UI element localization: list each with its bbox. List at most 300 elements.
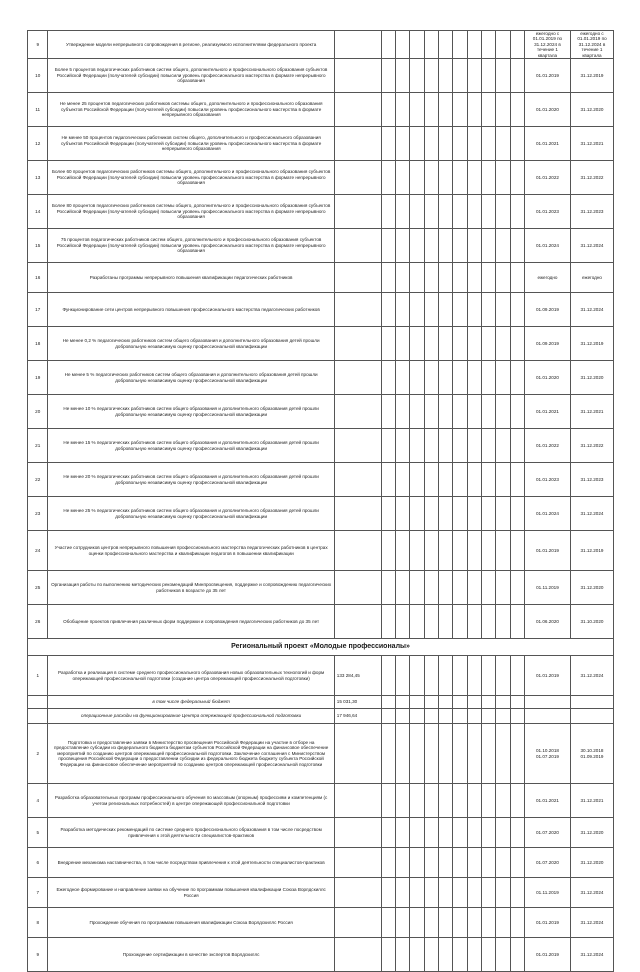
empty-cell	[439, 59, 453, 93]
row-amount	[334, 229, 381, 263]
row-number: 9	[28, 938, 48, 972]
empty-cell	[453, 696, 467, 709]
row-end-date: 31.12.2022	[570, 429, 613, 463]
empty-cell	[467, 818, 481, 848]
row-number: 21	[28, 429, 48, 463]
empty-cell	[381, 908, 395, 938]
row-start-date: 01.01.2021	[524, 784, 570, 818]
row-description: Не менее 50 процентов педагогических работников систем общего, дополнительного и профессионального образования субъектов Российской Федерации (получателей субсидии) повысили уровень профессионального мастерства в формате непрерывного образования	[48, 127, 334, 161]
row-number: 18	[28, 327, 48, 361]
section-row	[28, 639, 614, 656]
empty-cell	[439, 724, 453, 784]
row-start-date: 01.01.2022	[524, 429, 570, 463]
row-number: 17	[28, 293, 48, 327]
empty-cell	[467, 724, 481, 784]
empty-cell	[381, 361, 395, 395]
row-number: 24	[28, 531, 48, 571]
empty-cell	[510, 497, 524, 531]
row-description: в том числе федеральный бюджет	[48, 696, 334, 709]
empty-cell	[396, 656, 410, 696]
empty-cell	[510, 361, 524, 395]
empty-cell	[453, 656, 467, 696]
empty-cell	[396, 59, 410, 93]
empty-cell	[482, 127, 496, 161]
row-amount	[334, 93, 381, 127]
row-amount	[334, 361, 381, 395]
empty-cell	[496, 571, 510, 605]
row-number: 25	[28, 571, 48, 605]
empty-cell	[424, 263, 438, 293]
empty-cell	[482, 605, 496, 639]
empty-cell	[510, 724, 524, 784]
empty-cell	[510, 656, 524, 696]
row-number: 8	[28, 908, 48, 938]
row-start-date: 01.01.2024	[524, 229, 570, 263]
empty-cell	[424, 696, 438, 709]
empty-cell	[410, 696, 424, 709]
empty-cell	[396, 531, 410, 571]
empty-cell	[439, 327, 453, 361]
empty-cell	[410, 605, 424, 639]
row-description: Разработка образовательных программ профессионального обучения по массовым (опорным) профессиям и компетенциям (с учетом региональных потребностей) в центре опережающей профессиональной подготовки	[48, 784, 334, 818]
row-description: операционные расходы на функционирование Центра опережающей профессиональной подготовки	[48, 709, 334, 724]
empty-cell	[381, 229, 395, 263]
empty-cell	[396, 605, 410, 639]
empty-cell	[439, 263, 453, 293]
empty-cell	[482, 656, 496, 696]
empty-cell	[453, 127, 467, 161]
empty-cell	[424, 848, 438, 878]
row-start-date: 01.07.2020	[524, 818, 570, 848]
row-amount	[334, 724, 381, 784]
empty-cell	[424, 908, 438, 938]
empty-cell	[467, 127, 481, 161]
empty-cell	[510, 463, 524, 497]
empty-cell	[453, 229, 467, 263]
row-end-date: 31.12.2024	[570, 229, 613, 263]
row-amount	[334, 605, 381, 639]
row-start-date: 01.01.2019	[524, 938, 570, 972]
empty-cell	[410, 571, 424, 605]
row-description: 75 процентов педагогических работников систем общего, дополнительного и профессионального образования субъектов Российской Федерации (получателей субсидии) повысили уровень профессионального мастерства в формате непрерывного образования	[48, 229, 334, 263]
row-start-date: 01.11.2019	[524, 571, 570, 605]
empty-cell	[381, 395, 395, 429]
row-number: 22	[28, 463, 48, 497]
empty-cell	[381, 93, 395, 127]
row-number: 16	[28, 263, 48, 293]
row-number: 6	[28, 848, 48, 878]
empty-cell	[453, 571, 467, 605]
row-amount	[334, 127, 381, 161]
empty-cell	[424, 605, 438, 639]
empty-cell	[496, 908, 510, 938]
empty-cell	[496, 848, 510, 878]
row-end-date: 31.12.2024	[570, 878, 613, 908]
empty-cell	[439, 31, 453, 59]
empty-cell	[510, 31, 524, 59]
empty-cell	[424, 361, 438, 395]
empty-cell	[396, 395, 410, 429]
empty-cell	[410, 818, 424, 848]
empty-cell	[510, 127, 524, 161]
empty-cell	[510, 161, 524, 195]
table-row	[28, 293, 614, 327]
empty-cell	[439, 93, 453, 127]
empty-cell	[381, 31, 395, 59]
empty-cell	[510, 195, 524, 229]
empty-cell	[381, 724, 395, 784]
empty-cell	[482, 848, 496, 878]
row-start-date: 01.01.2023	[524, 195, 570, 229]
empty-cell	[467, 93, 481, 127]
empty-cell	[510, 395, 524, 429]
row-amount	[334, 784, 381, 818]
empty-cell	[439, 293, 453, 327]
table-row	[28, 361, 614, 395]
empty-cell	[410, 361, 424, 395]
row-end-date: 31.12.2019	[570, 59, 613, 93]
empty-cell	[453, 31, 467, 59]
empty-cell	[482, 724, 496, 784]
empty-cell	[482, 327, 496, 361]
row-start-date: 01.01.2019	[524, 656, 570, 696]
empty-cell	[424, 59, 438, 93]
table-row	[28, 938, 614, 972]
row-start-date: 01.09.2019	[524, 327, 570, 361]
empty-cell	[381, 263, 395, 293]
empty-cell	[439, 195, 453, 229]
empty-cell	[467, 848, 481, 878]
row-number: 10	[28, 59, 48, 93]
empty-cell	[467, 293, 481, 327]
empty-cell	[510, 818, 524, 848]
table-row	[28, 395, 614, 429]
empty-cell	[482, 878, 496, 908]
empty-cell	[453, 818, 467, 848]
row-number: 13	[28, 161, 48, 195]
empty-cell	[410, 263, 424, 293]
row-end-date: 31.12.2021	[570, 127, 613, 161]
empty-cell	[439, 696, 453, 709]
empty-cell	[396, 696, 410, 709]
row-amount	[334, 571, 381, 605]
row-end-date: ежегодно	[570, 263, 613, 293]
empty-cell	[467, 908, 481, 938]
empty-cell	[424, 161, 438, 195]
empty-cell	[496, 878, 510, 908]
row-amount	[334, 908, 381, 938]
row-description: Внедрение механизма наставничества, в том числе посредством привлечения к этой деятельности специалистов-практиков	[48, 848, 334, 878]
empty-cell	[410, 878, 424, 908]
empty-cell	[424, 195, 438, 229]
empty-cell	[467, 327, 481, 361]
empty-cell	[439, 161, 453, 195]
empty-cell	[453, 908, 467, 938]
table-body-upper	[28, 31, 614, 639]
table-row	[28, 878, 614, 908]
empty-cell	[381, 127, 395, 161]
row-number: 9	[28, 31, 48, 59]
row-number: 19	[28, 361, 48, 395]
row-number: 2	[28, 724, 48, 784]
empty-cell	[453, 195, 467, 229]
empty-cell	[424, 531, 438, 571]
row-amount	[334, 293, 381, 327]
row-description: Не менее 0,2 % педагогических работников систем общего образования и дополнительного образования детей прошли добровольную независимую оценку профессиональной квалификации	[48, 327, 334, 361]
empty-cell	[410, 463, 424, 497]
empty-cell	[482, 361, 496, 395]
empty-cell	[396, 161, 410, 195]
row-description: Утверждение модели непрерывного сопровождения в регионе, реализуемого исполнителями федерального проекта	[48, 31, 334, 59]
row-description: Функционирование сети центров непрерывного повышения профессионального мастерства педагогических работников	[48, 293, 334, 327]
row-end-date: 31.12.2022	[570, 161, 613, 195]
empty-cell	[424, 293, 438, 327]
table-row	[28, 93, 614, 127]
plan-table	[27, 30, 614, 972]
empty-cell	[510, 327, 524, 361]
row-description: Разработаны программы непрерывного повышения квалификации педагогических работников	[48, 263, 334, 293]
empty-cell	[381, 497, 395, 531]
row-end-date: 31.12.2020	[570, 361, 613, 395]
row-number: 7	[28, 878, 48, 908]
table-row	[28, 818, 614, 848]
row-end-date: 31.12.2024	[570, 293, 613, 327]
empty-cell	[482, 293, 496, 327]
row-number	[28, 696, 48, 709]
empty-cell	[410, 161, 424, 195]
empty-cell	[467, 878, 481, 908]
empty-cell	[396, 429, 410, 463]
empty-cell	[381, 429, 395, 463]
row-number: 20	[28, 395, 48, 429]
empty-cell	[424, 656, 438, 696]
empty-cell	[410, 395, 424, 429]
empty-cell	[396, 878, 410, 908]
empty-cell	[439, 848, 453, 878]
row-amount	[334, 327, 381, 361]
empty-cell	[496, 429, 510, 463]
empty-cell	[467, 656, 481, 696]
empty-cell	[424, 724, 438, 784]
table-row	[28, 59, 614, 93]
row-end-date: 31.12.2021	[570, 395, 613, 429]
row-start-date: 01.01.2019	[524, 531, 570, 571]
row-end-date: 31.12.2020	[570, 818, 613, 848]
empty-cell	[496, 531, 510, 571]
empty-cell	[482, 463, 496, 497]
empty-cell	[467, 497, 481, 531]
empty-cell	[424, 229, 438, 263]
empty-cell	[467, 195, 481, 229]
empty-cell	[410, 327, 424, 361]
row-amount	[334, 848, 381, 878]
empty-cell	[396, 848, 410, 878]
empty-cell	[424, 395, 438, 429]
row-start-date	[524, 709, 570, 724]
row-number: 12	[28, 127, 48, 161]
table-row	[28, 696, 614, 709]
empty-cell	[482, 195, 496, 229]
empty-cell	[396, 818, 410, 848]
row-description: Не менее 25 % педагогических работников систем общего образования и дополнительного образования детей прошли добровольную независимую оценку профессиональной квалификации	[48, 497, 334, 531]
empty-cell	[439, 571, 453, 605]
empty-cell	[467, 938, 481, 972]
empty-cell	[467, 161, 481, 195]
empty-cell	[467, 229, 481, 263]
empty-cell	[482, 571, 496, 605]
empty-cell	[410, 127, 424, 161]
table-row	[28, 429, 614, 463]
empty-cell	[424, 429, 438, 463]
row-number: 14	[28, 195, 48, 229]
empty-cell	[424, 878, 438, 908]
empty-cell	[396, 263, 410, 293]
row-start-date: 01.11.2019	[524, 878, 570, 908]
empty-cell	[381, 709, 395, 724]
row-amount	[334, 463, 381, 497]
row-amount	[334, 263, 381, 293]
empty-cell	[482, 908, 496, 938]
empty-cell	[396, 31, 410, 59]
table-row	[28, 908, 614, 938]
row-number: 15	[28, 229, 48, 263]
empty-cell	[467, 709, 481, 724]
empty-cell	[410, 656, 424, 696]
row-end-date: 31.12.2019	[570, 531, 613, 571]
empty-cell	[496, 293, 510, 327]
table-row	[28, 531, 614, 571]
empty-cell	[381, 784, 395, 818]
row-number: 5	[28, 818, 48, 848]
row-description: Не менее 15 % педагогических работников систем общего образования и дополнительного образования детей прошли добровольную независимую оценку профессиональной квалификации	[48, 429, 334, 463]
row-amount	[334, 59, 381, 93]
empty-cell	[496, 161, 510, 195]
row-end-date: 31.12.2021	[570, 784, 613, 818]
empty-cell	[467, 59, 481, 93]
empty-cell	[482, 938, 496, 972]
empty-cell	[410, 848, 424, 878]
empty-cell	[381, 818, 395, 848]
row-description: Прохождение обучения по программам повышения квалификации Союза Ворлдскиллс Россия	[48, 908, 334, 938]
empty-cell	[482, 531, 496, 571]
empty-cell	[453, 93, 467, 127]
table-row	[28, 784, 614, 818]
row-end-date: 31.12.2020	[570, 571, 613, 605]
empty-cell	[453, 497, 467, 531]
row-description: Более 5 процентов педагогических работников систем общего, дополнительного и профессионального образования субъектов Российской Федерации (получателей субсидии) повысили уровень профессионального мастерства в формате непрерывного образования	[48, 59, 334, 93]
empty-cell	[496, 59, 510, 93]
empty-cell	[381, 195, 395, 229]
empty-cell	[396, 709, 410, 724]
row-end-date: 31.12.2024	[570, 656, 613, 696]
row-start-date: 01.01.2020	[524, 361, 570, 395]
row-description: Не менее 5 % педагогических работников систем общего образования и дополнительного образования детей прошли добровольную независимую оценку профессиональной квалификации	[48, 361, 334, 395]
empty-cell	[424, 709, 438, 724]
empty-cell	[496, 463, 510, 497]
table-row	[28, 848, 614, 878]
row-start-date: ежегодно с 01.01.2019 по 31.12.2024 в течение 1 квартала	[524, 31, 570, 59]
empty-cell	[467, 784, 481, 818]
empty-cell	[510, 571, 524, 605]
empty-cell	[496, 784, 510, 818]
table-row	[28, 656, 614, 696]
empty-cell	[510, 709, 524, 724]
empty-cell	[453, 848, 467, 878]
empty-cell	[467, 531, 481, 571]
row-end-date: 31.12.2023	[570, 463, 613, 497]
row-end-date: 31.12.2019	[570, 327, 613, 361]
empty-cell	[439, 361, 453, 395]
empty-cell	[424, 497, 438, 531]
row-amount: 17 946,64	[334, 709, 381, 724]
empty-cell	[439, 908, 453, 938]
empty-cell	[453, 463, 467, 497]
empty-cell	[439, 127, 453, 161]
row-end-date: ежегодно с 01.01.2019 по 31.12.2024 в течение 1 квартала	[570, 31, 613, 59]
empty-cell	[496, 195, 510, 229]
row-end-date: 30.10.2018 01.09.2019	[570, 724, 613, 784]
empty-cell	[453, 161, 467, 195]
empty-cell	[510, 696, 524, 709]
empty-cell	[467, 605, 481, 639]
empty-cell	[482, 229, 496, 263]
row-amount	[334, 497, 381, 531]
row-start-date: 01.01.2019	[524, 908, 570, 938]
row-description: Разработка и реализация в системе среднего профессионального образования новых образовательных технологий и форм опережающей профессиональной подготовки (создание центра опережающей профессиональной подготовки)	[48, 656, 334, 696]
empty-cell	[496, 93, 510, 127]
empty-cell	[410, 31, 424, 59]
empty-cell	[410, 938, 424, 972]
empty-cell	[396, 571, 410, 605]
empty-cell	[453, 938, 467, 972]
empty-cell	[410, 497, 424, 531]
empty-cell	[482, 818, 496, 848]
empty-cell	[453, 784, 467, 818]
empty-cell	[439, 531, 453, 571]
empty-cell	[410, 908, 424, 938]
empty-cell	[496, 656, 510, 696]
row-description: Участие сотрудников центров непрерывного повышения профессионального мастерства педагогических работников в центрах оценки профессионального мастерства и квалификации педагогов в повышении квалификации	[48, 531, 334, 571]
row-amount: 133 284,45	[334, 656, 381, 696]
empty-cell	[424, 938, 438, 972]
row-end-date: 31.12.2024	[570, 908, 613, 938]
empty-cell	[396, 908, 410, 938]
empty-cell	[424, 571, 438, 605]
empty-cell	[410, 195, 424, 229]
empty-cell	[424, 327, 438, 361]
empty-cell	[453, 263, 467, 293]
empty-cell	[424, 784, 438, 818]
table-row	[28, 263, 614, 293]
empty-cell	[467, 463, 481, 497]
empty-cell	[510, 93, 524, 127]
row-end-date: 31.12.2024	[570, 938, 613, 972]
empty-cell	[482, 429, 496, 463]
empty-cell	[482, 497, 496, 531]
row-amount: 15 031,30	[334, 696, 381, 709]
empty-cell	[439, 656, 453, 696]
empty-cell	[453, 361, 467, 395]
row-start-date: 01.01.2022	[524, 161, 570, 195]
row-amount	[334, 429, 381, 463]
empty-cell	[381, 463, 395, 497]
empty-cell	[424, 463, 438, 497]
empty-cell	[496, 818, 510, 848]
empty-cell	[381, 938, 395, 972]
empty-cell	[424, 93, 438, 127]
row-amount	[334, 878, 381, 908]
empty-cell	[396, 724, 410, 784]
